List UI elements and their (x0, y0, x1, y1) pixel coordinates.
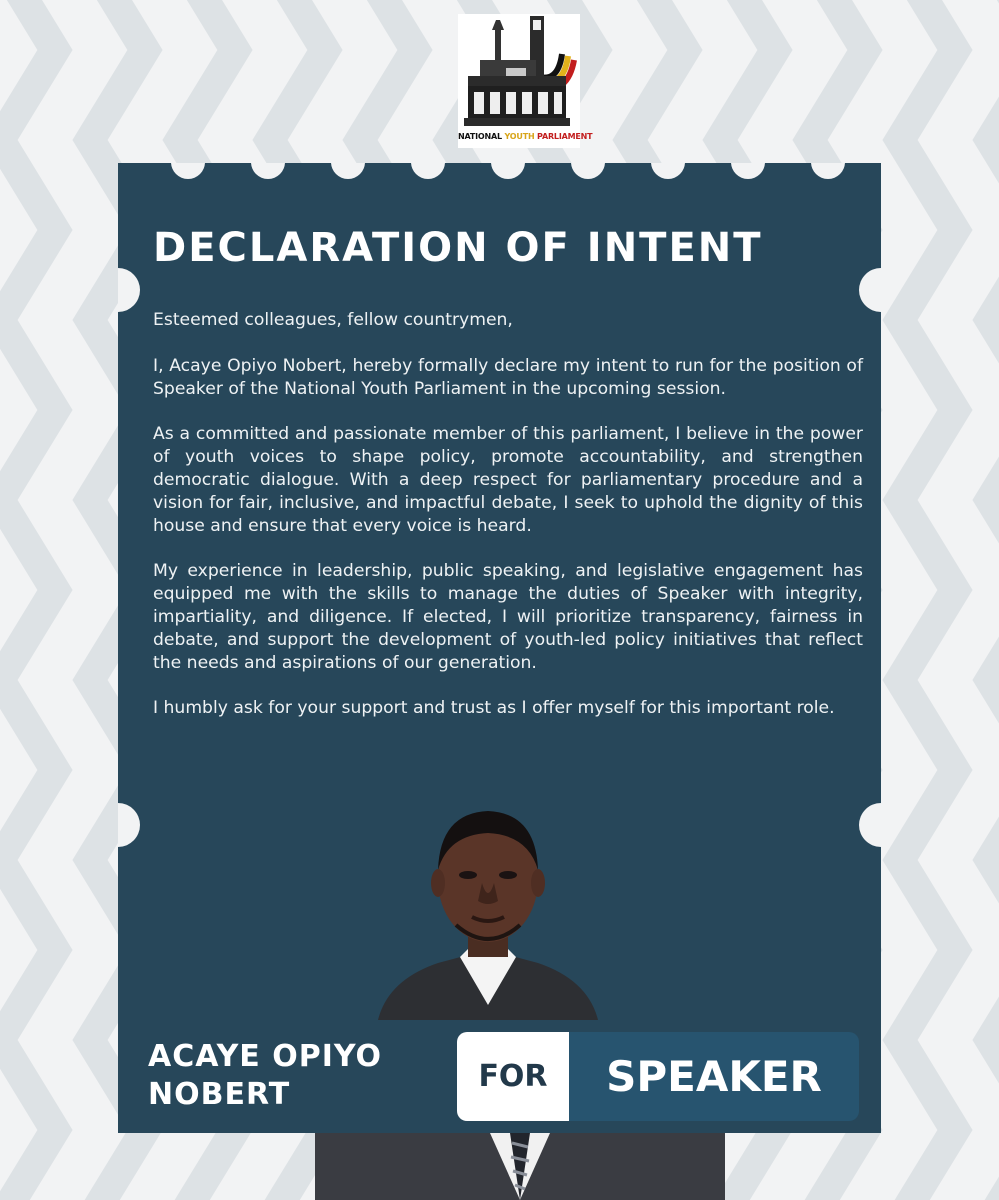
logo-wordmark (458, 132, 593, 141)
card-notch (811, 163, 845, 179)
card-notch (571, 163, 605, 179)
card-notch (331, 163, 365, 179)
logo-word-youth: YOUTH (504, 132, 535, 141)
card-notch (731, 163, 765, 179)
declaration-card (118, 163, 881, 1133)
logo-word-parliament: PARLIAMENT (537, 132, 593, 141)
declaration-letter (153, 309, 863, 742)
zigzag-stripe (0, 0, 55, 1200)
candidate-name-line1: ACAYE OPIYO (148, 1039, 383, 1074)
card-notch (491, 163, 525, 179)
card-notch (251, 163, 285, 179)
card-side-notch (859, 268, 881, 312)
page-title: DECLARATION OF INTENT (153, 225, 763, 271)
card-side-notch (859, 803, 881, 847)
national-youth-parliament-logo (458, 14, 593, 148)
parliament-building-icon (458, 14, 580, 132)
card-notch (171, 163, 205, 179)
card-notch (651, 163, 685, 179)
candidate-name-line2: NOBERT (148, 1077, 291, 1112)
card-side-notch (118, 268, 140, 312)
letter-paragraph: I humbly ask for your support and trust as I offer myself for this important role. (153, 698, 835, 718)
zigzag-stripe (990, 0, 999, 1200)
card-side-notch (118, 803, 140, 847)
candidate-portrait (368, 775, 608, 1020)
badge-position-label: SPEAKER (569, 1032, 859, 1121)
logo-word-national: NATIONAL (458, 132, 502, 141)
for-speaker-badge (457, 1032, 859, 1121)
candidate-suit-lower (315, 1133, 725, 1200)
letter-paragraph: I, Acaye Opiyo Nobert, hereby formally declare my intent to run for the position of Speaker of the National Youth Parliament in the upcoming session. (153, 356, 863, 399)
card-notch (411, 163, 445, 179)
letter-paragraph: My experience in leadership, public speaking, and legislative engagement has equipped me with the skills to manage the duties of Speaker with integrity, impartiality, and diligence. If elected, I will prioritize transparency, fairness in debate, and support the development of youth-led policy initiatives that reflect the needs and aspirations of our generation. (153, 561, 863, 673)
badge-for-label: FOR (457, 1032, 569, 1121)
letter-greeting: Esteemed colleagues, fellow countrymen, (153, 310, 513, 330)
zigzag-stripe (900, 0, 955, 1200)
letter-paragraph: As a committed and passionate member of this parliament, I believe in the power of youth voices to shape policy, promote accountability, and strengthen democratic dialogue. With a deep respect for parliamentary procedure and a vision for fair, inclusive, and impactful debate, I seek to uphold the dignity of this house and ensure that every voice is heard. (153, 424, 863, 536)
candidate-name (148, 1038, 468, 1114)
